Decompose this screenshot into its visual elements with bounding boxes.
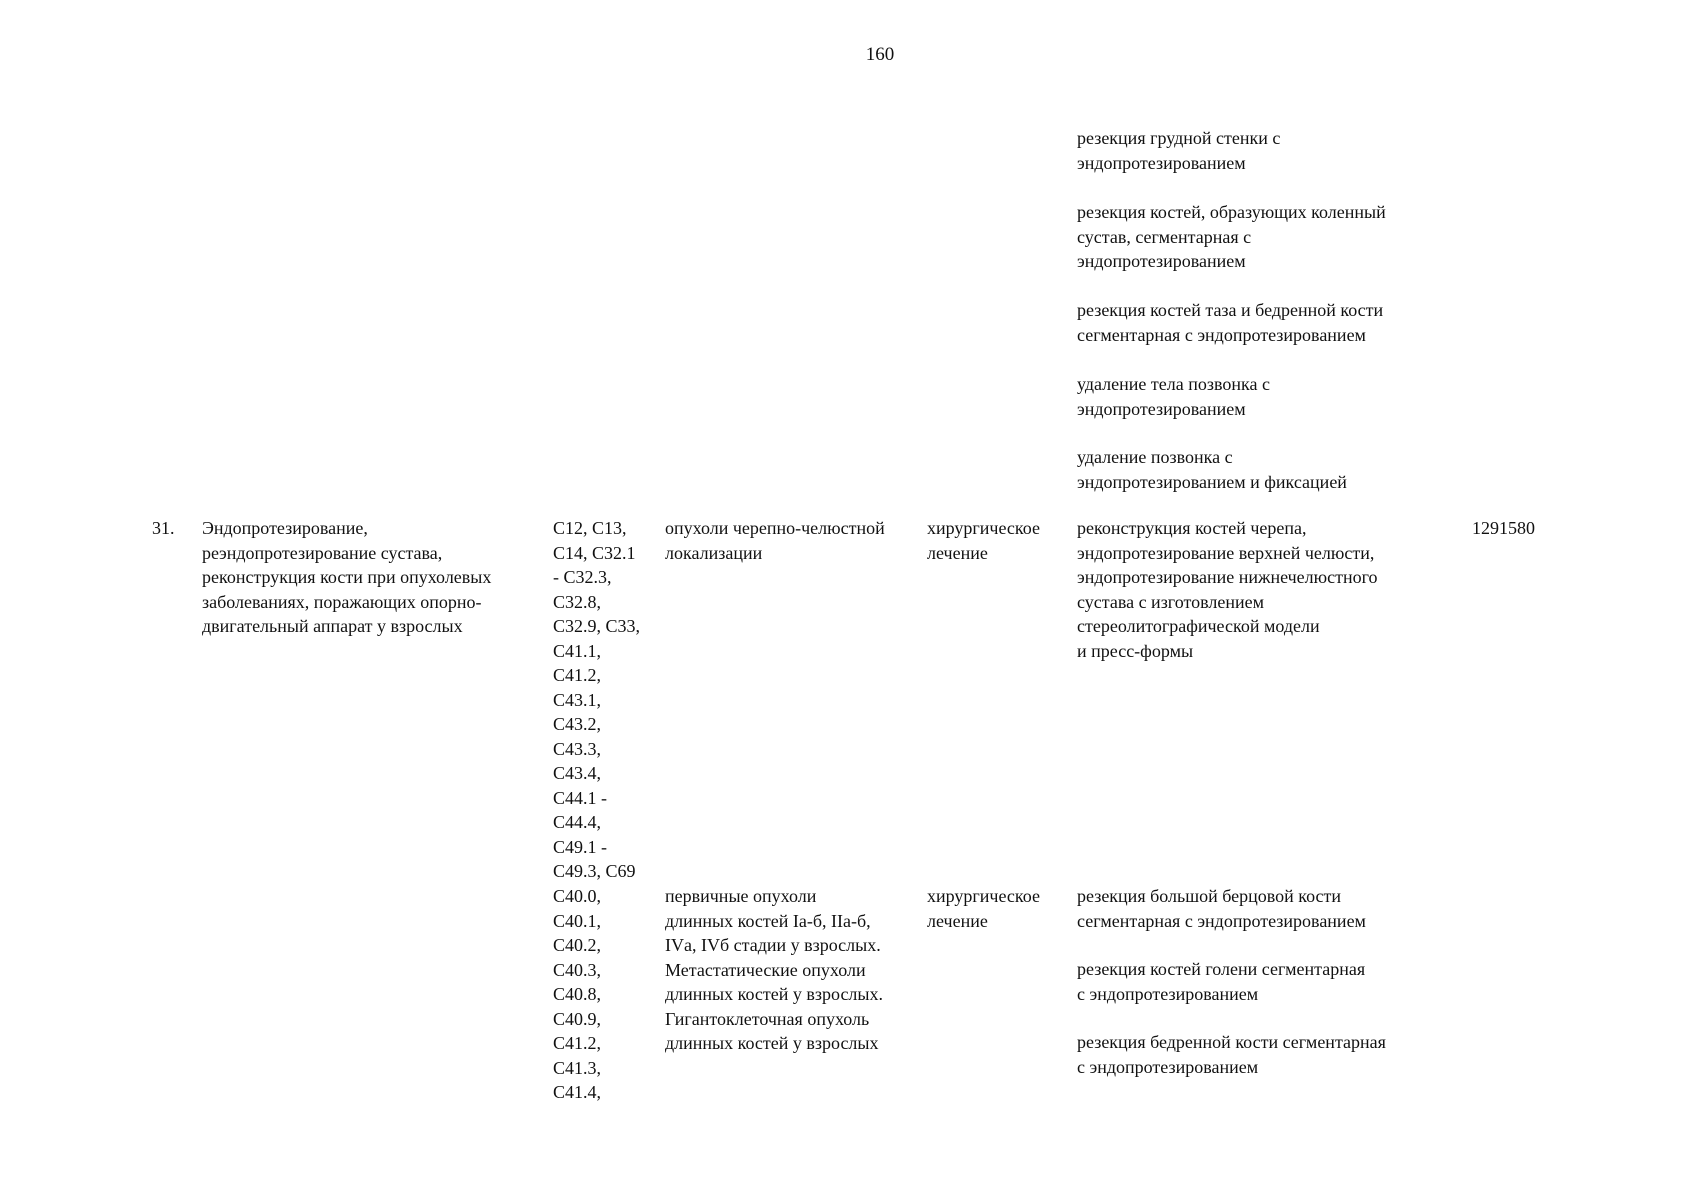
row-number: 31. bbox=[152, 518, 175, 538]
treatment-type-group-2: хирургическое лечение bbox=[927, 886, 1040, 931]
method-chest-wall-resection: резекция грудной стенки с эндопротезированием bbox=[1077, 128, 1281, 173]
method-femur-resection: резекция бедренной кости сегментарная с эндопротезированием bbox=[1077, 1032, 1386, 1077]
diagnosis-group-2: первичные опухоли длинных костей Iа-б, IIа-б, IVа, IVб стадии у взрослых. Метастатические опухоли длинных костей у взрослых. Гигантоклеточная опухоль длинных костей у взрослых bbox=[665, 886, 884, 1053]
page-number: 160 bbox=[865, 44, 895, 65]
row-price: 1291580 bbox=[1472, 518, 1535, 538]
method-shin-bones-resection: резекция костей голени сегментарная с эндопротезированием bbox=[1077, 959, 1366, 1004]
diagnosis-group-1: опухоли черепно-челюстной локализации bbox=[665, 518, 885, 563]
method-tibia-resection: резекция большой берцовой кости сегментарная с эндопротезированием bbox=[1077, 886, 1366, 931]
method-pelvis-femur-resection: резекция костей таза и бедренной кости сегментарная с эндопротезированием bbox=[1077, 300, 1384, 345]
method-knee-bones-resection: резекция костей, образующих коленный сустав, сегментарная с эндопротезированием bbox=[1077, 202, 1386, 271]
treatment-type-group-1: хирургическое лечение bbox=[927, 518, 1040, 563]
icd-codes-group-1: C12, C13, C14, C32.1 - C32.3, C32.8, C32.9, C33, C41.1, C41.2, C43.1, C43.2, C43.3, C43.4, C44.1 - C44.4, C49.1 - C49.3, C69 bbox=[553, 518, 641, 881]
method-skull-reconstruction: реконструкция костей черепа, эндопротезирование верхней челюсти, эндопротезирование нижнечелюстного сустава с изготовлением стереолитографической модели и пресс-формы bbox=[1077, 518, 1378, 661]
icd-codes-group-2: C40.0, C40.1, C40.2, C40.3, C40.8, C40.9, C41.2, C41.3, C41.4, bbox=[553, 886, 602, 1102]
row-name: Эндопротезирование, реэндопротезирование сустава, реконструкция кости при опухолевых заболеваниях, поражающих опорно- двигательный аппарат у взрослых bbox=[202, 518, 492, 636]
method-vertebral-body-removal: удаление тела позвонка с эндопротезированием bbox=[1077, 374, 1270, 419]
method-vertebra-removal-fixation: удаление позвонка с эндопротезированием и фиксацией bbox=[1077, 447, 1347, 492]
